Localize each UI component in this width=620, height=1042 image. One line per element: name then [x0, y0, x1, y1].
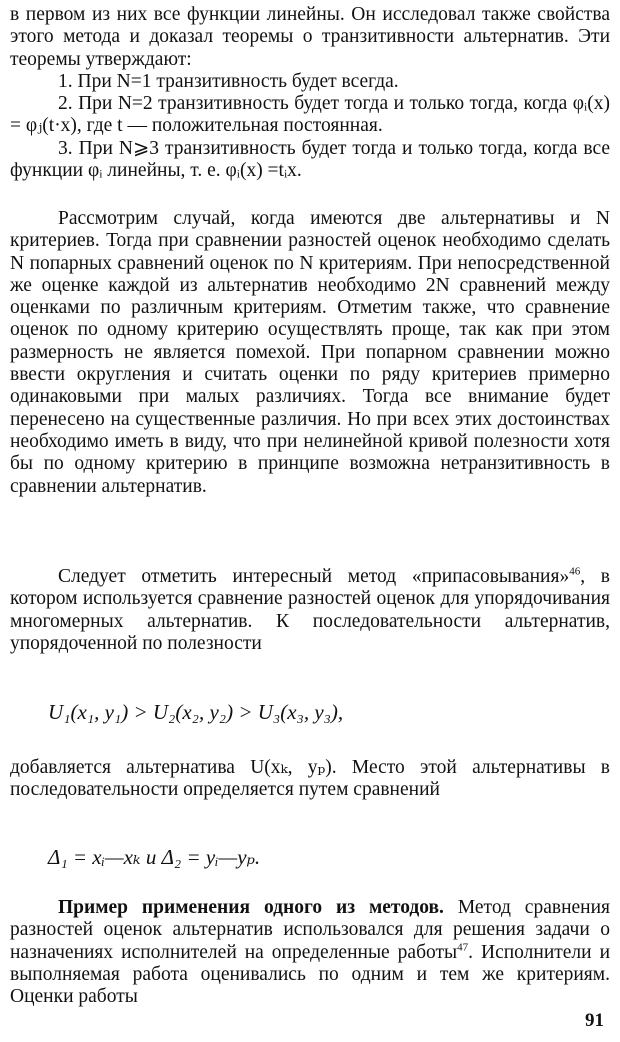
theorem-item-2: 2. При N=2 транзитивность будет тогда и только тогда, когда φᵢ(x) = φⱼ(t·x), где t — положительная постоянная. [10, 93, 610, 137]
fitting-text-b: , в котором используется сравнение разностей оценок для упорядочивания многомерных альтернатив. К последовательности альтернатив, упорядоченной по полезности [10, 566, 610, 654]
paragraph-placement: добавляется альтернатива U(xₖ, yₚ). Место этой альтернативы в последовательности определяется путем сравнений [10, 757, 610, 801]
block-fitting-method [10, 566, 610, 655]
block-example [10, 897, 610, 1008]
example-text-a: Метод сравнения разностей оценок альтернатив использовался для решения задачи о назначениях исполнителей на определенные работы [10, 897, 611, 963]
block-two-alternatives [10, 208, 610, 498]
paragraph-fitting-method [10, 566, 610, 655]
example-text-b: . Исполнители и выполняемая работа оценивались по одним и тем же критериям. Оценки работы [10, 941, 611, 1008]
footnote-ref-47: 47 [457, 941, 469, 954]
theorem-item-1: 1. При N=1 транзитивность будет всегда. [58, 70, 399, 92]
block-placement [10, 757, 610, 802]
block-transitivity [10, 4, 610, 182]
formula-ordering: U₁(x₁, y₁) > U₂(x₂, y₂) > U₃(x₃, y₃), [48, 700, 344, 724]
paragraph-intro: в первом из них все функции линейны. Он исследовал также свойства этого метода и доказал теоремы о транзитивности альтернатив. Эти теоремы утверждают: [10, 4, 610, 70]
fitting-text-a: Следует отметить интересный метод «припасовывания» [58, 566, 570, 587]
paragraph-two-alternatives: Рассмотрим случай, когда имеются две альтернативы и N критериев. Тогда при сравнении разностей оценок необходимо сделать N попарных сравнений оценок по N критериям. При непосредственной же оценке каждой из альтернатив необходимо 2N сравнений между оценками по различным критериям. Отметим также, что сравнение оценок по одному критерию осуществлять проще, так как при этом размерность не является помехой. При попарном сравнении можно ввести округления и считать оценки по ряду критериев примерно одинаковыми при малых различиях. Тогда все внимание будет перенесено на существенные различия. Но при всех этих достоинствах необходимо иметь в виду, что при нелинейной кривой полезности хотя бы по одному критерию в принципе возможна нетранзитивность в сравнении альтернатив. [10, 208, 610, 497]
theorem-item-3: 3. При N⩾3 транзитивность будет тогда и только тогда, когда все функции φᵢ линейны, т. е. φᵢ(x) =tᵢx. [10, 137, 610, 182]
example-heading: Пример применения одного из методов. [58, 897, 444, 918]
footnote-ref-46: 46 [569, 565, 581, 578]
formula-differences: Δ₁ = xᵢ—xₖ и Δ₂ = yᵢ—yₚ. [48, 845, 261, 869]
paragraph-example [10, 897, 610, 1008]
page-number: 91 [585, 1010, 604, 1031]
